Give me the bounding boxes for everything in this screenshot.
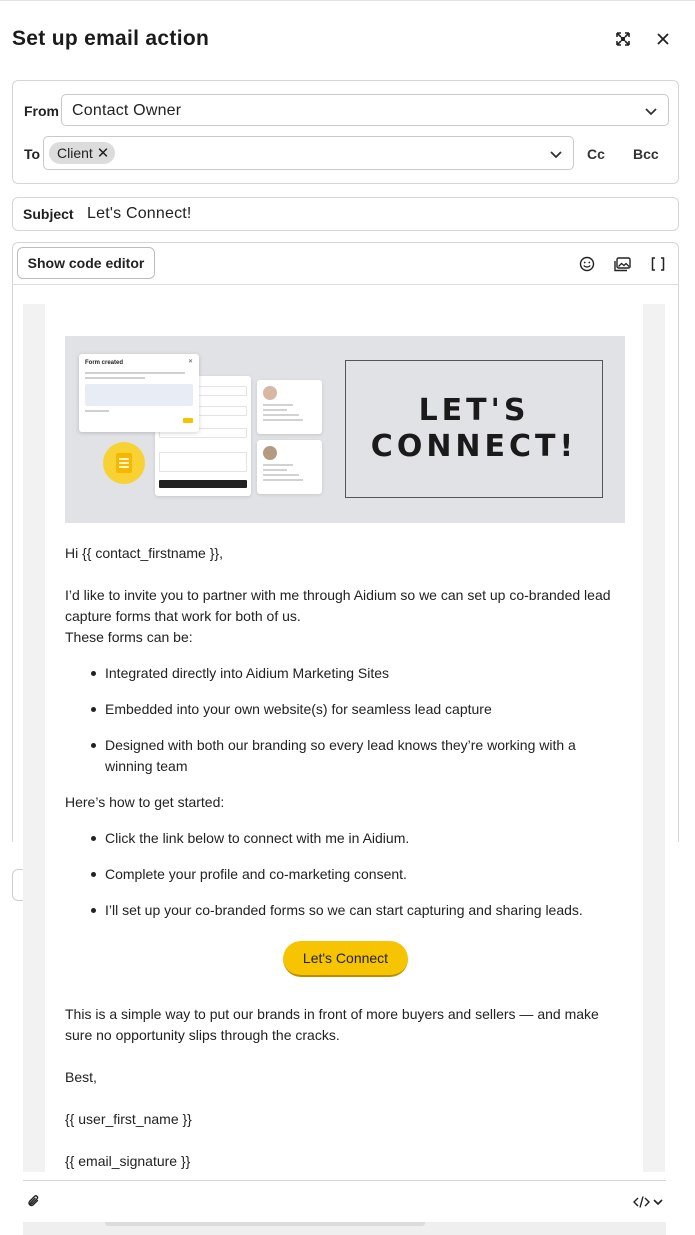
email-forms-intro: These forms can be: [65, 629, 193, 645]
dialog-title: Set up email action [12, 27, 210, 50]
lets-connect-banner [345, 360, 603, 498]
dialog-header [12, 24, 683, 56]
to-select[interactable] [43, 136, 574, 170]
top-divider [0, 0, 695, 1]
editor-toolbar [13, 243, 678, 285]
email-intro: I’d like to invite you to partner with me through Aidium so we can set up co-branded lead capture forms that work for both of us. [65, 587, 611, 624]
agent-card-image [257, 380, 322, 434]
document-icon [103, 442, 145, 484]
list-item: Integrated directly into Aidium Marketing Sites [65, 663, 625, 684]
email-preview [23, 304, 666, 1172]
preview-gutter [665, 304, 666, 1172]
list-item: Designed with both our branding so every lead knows they’re working with a winning team [65, 735, 625, 777]
list-item: Embedded into your own website(s) for seamless lead capture [65, 699, 625, 720]
recipients-card [12, 80, 679, 184]
scrolled-content-peek [23, 1222, 666, 1235]
lets-connect-button[interactable]: Let's Connect [283, 941, 408, 977]
agent-card-image [257, 440, 322, 494]
user-name-tag: {{ user_first_name }} [65, 1111, 192, 1127]
bcc-button[interactable]: Bcc [633, 146, 659, 162]
forms-list [65, 663, 625, 777]
subject-field[interactable] [12, 197, 679, 231]
form-created-modal-image: Form created ✕ [79, 354, 199, 432]
list-item: I’ll set up your co-branded forms so we can start capturing and sharing leads. [65, 900, 625, 921]
show-code-editor-button[interactable]: Show code editor [17, 247, 155, 279]
emoji-icon[interactable] [578, 255, 596, 273]
from-label: From [24, 103, 59, 119]
email-banner-image [65, 336, 625, 523]
subject-label: Subject [23, 206, 74, 222]
paperclip-icon[interactable] [27, 1193, 43, 1211]
email-signoff: Best, [65, 1069, 97, 1085]
recipient-chip [49, 142, 115, 164]
email-greeting: Hi {{ contact_firstname }}, [65, 545, 223, 561]
close-icon[interactable] [652, 28, 674, 50]
from-select[interactable] [61, 94, 669, 126]
expand-icon[interactable] [612, 28, 634, 50]
remove-chip-icon[interactable]: ✕ [96, 144, 110, 162]
list-item: Click the link below to connect with me in Aidium. [65, 828, 625, 849]
list-item: Complete your profile and co-marketing consent. [65, 864, 625, 885]
merge-tag-icon[interactable] [649, 255, 667, 273]
editor-bottom-bar [23, 1180, 666, 1222]
from-value: Contact Owner [72, 102, 182, 119]
code-icon[interactable] [633, 1193, 664, 1211]
to-label: To [24, 146, 41, 162]
email-body [45, 304, 643, 1172]
email-closing: This is a simple way to put our brands in front of more buyers and sellers — and make sure no opportunity slips through the cracks. [65, 1006, 599, 1043]
subject-value[interactable]: Let's Connect! [87, 205, 192, 222]
banner-line-2: CONNECT! [370, 429, 578, 464]
image-icon[interactable] [613, 255, 631, 273]
chevron-down-icon [644, 104, 658, 118]
banner-line-1: LET'S [418, 393, 530, 428]
signature-tag: {{ email_signature }} [65, 1153, 191, 1169]
chevron-down-icon [652, 1196, 664, 1208]
chevron-down-icon [549, 147, 563, 161]
recipient-chip-label: Client [57, 145, 93, 161]
steps-list [65, 828, 625, 921]
email-steps-intro: Here’s how to get started: [65, 794, 225, 810]
cc-button[interactable]: Cc [587, 146, 605, 162]
